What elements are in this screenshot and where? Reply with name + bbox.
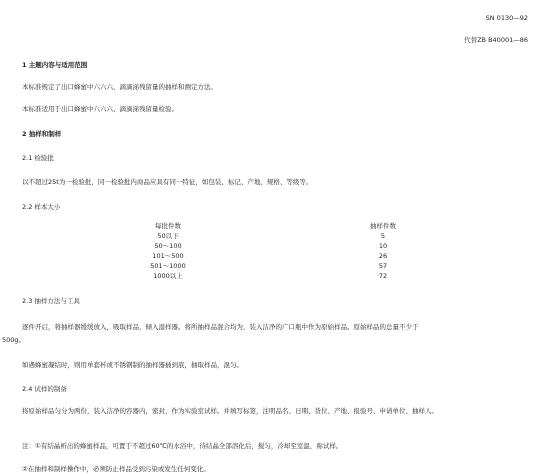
subsection-2-1-paragraph: 以不超过25t为一检验批，同一检验批内商品应具有同一特征，如包装、标记、产地、规格、等级等。 bbox=[22, 178, 313, 186]
note-2: ②在抽样和制样操作中，必须防止样品受到污染或发生任何变化。 bbox=[22, 465, 210, 473]
note-1: 注：①有结晶析出的蜂蜜样品，可置于不超过60℃的水浴中，待结晶全部溶化后，搅匀，冷却至室温，称试样。 bbox=[22, 442, 343, 450]
table-row bbox=[128, 231, 428, 241]
std-number: SN 0130—92 bbox=[485, 14, 528, 22]
section-1-title: 1 主题内容与适用范围 bbox=[22, 61, 88, 69]
table-cell: 101～500 bbox=[152, 252, 184, 260]
replaces-note: 代替ZB B40001—86 bbox=[464, 36, 528, 44]
table-cell: 1000以上 bbox=[153, 272, 183, 280]
table-header: 每批件数 bbox=[155, 222, 181, 230]
table-cell: 50～100 bbox=[154, 242, 182, 250]
section-2-title: 2 抽样和制样 bbox=[22, 130, 62, 138]
table-cell: 26 bbox=[378, 252, 388, 260]
subsection-2-1-title: 2.1 检验批 bbox=[22, 154, 54, 162]
subsection-2-3-paragraph: 如遇蜂蜜凝结时，则用单套杯或不锈钢制的抽样器插到底，抽取样品，混匀。 bbox=[22, 361, 243, 369]
subsection-2-4-paragraph: 将原始样品匀分为两份，装入洁净的容器内，密封，作为实验室试样。并填写标签，注明品名、日期、货位、产地、报验号、申请单位、抽样人。 bbox=[22, 407, 438, 415]
sample-size-table bbox=[128, 221, 428, 281]
section-1-paragraph: 本标准规定了出口蜂蜜中六六六、滴滴涕残留量的抽样和测定方法。 bbox=[22, 83, 217, 91]
subsection-2-4-title: 2.4 试样的制备 bbox=[22, 385, 67, 393]
table-cell: 72 bbox=[378, 272, 388, 280]
table-row bbox=[128, 251, 428, 261]
table-cell: 5 bbox=[380, 232, 386, 240]
table-cell: 57 bbox=[378, 262, 388, 270]
table-row bbox=[128, 241, 428, 251]
table-header-row bbox=[128, 221, 428, 231]
table-cell: 501～1000 bbox=[150, 262, 186, 270]
subsection-2-3-title: 2.3 抽样方法与工具 bbox=[22, 297, 80, 305]
subsection-2-2-title: 2.2 样本大小 bbox=[22, 203, 61, 211]
subsection-2-3-paragraph: 逐件开启，将抽样器缓缓放入，吸取样品，倾入湿样器。将所抽样品混合均为，装入洁净的广口瓶中作为原始样品。原始样品的总量不少于 bbox=[22, 323, 419, 331]
table-cell: 10 bbox=[378, 242, 388, 250]
table-row bbox=[128, 261, 428, 271]
table-row bbox=[128, 271, 428, 281]
section-1-paragraph: 本标准适用于出口蜂蜜中六六六、滴滴涕残留量检验。 bbox=[22, 105, 178, 113]
table-cell: 50以下 bbox=[157, 232, 179, 240]
table-header: 抽样件数 bbox=[370, 222, 396, 230]
subsection-2-3-paragraph-cont: 500g。 bbox=[2, 336, 26, 344]
